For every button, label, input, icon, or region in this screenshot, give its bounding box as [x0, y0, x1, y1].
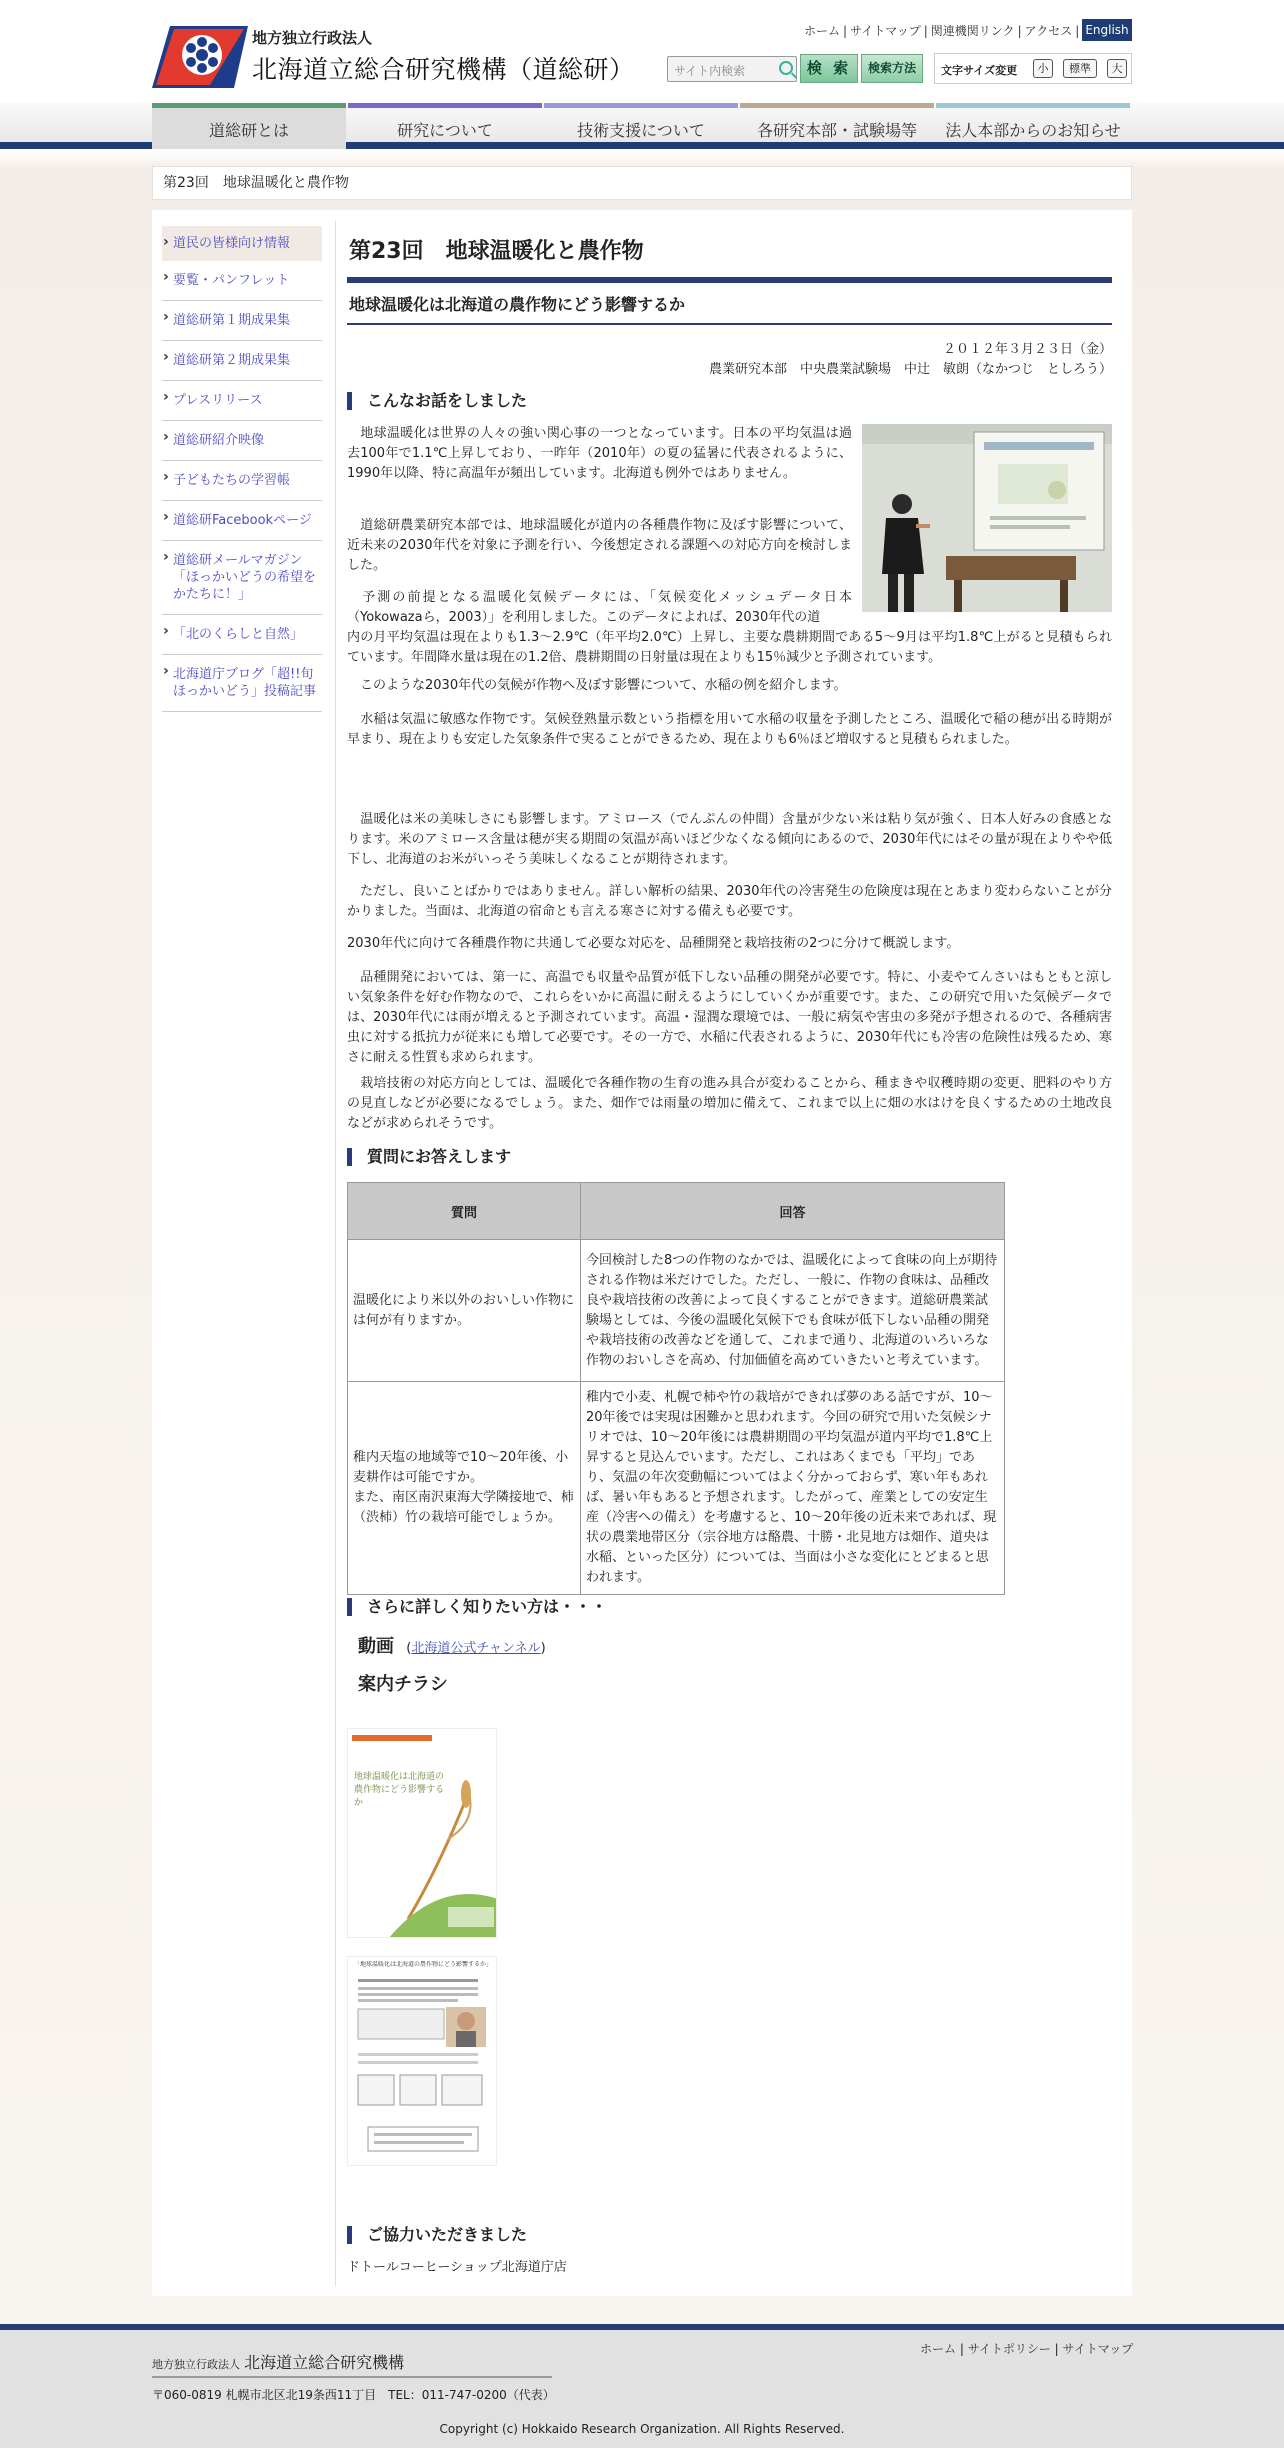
speaker: 農業研究本部 中央農業試験場 中辻 敏朗（なかつじ としろう）	[708, 362, 1112, 377]
section-heading-thanks: ご協力いただきました	[347, 2226, 527, 2244]
sidebar-item-results-1[interactable]: › 道総研第１期成果集	[162, 301, 322, 341]
qa-header-answer: 回答	[581, 1183, 1005, 1240]
qa-answer: 今回検討した8つの作物のなかでは、温暖化によって食味の向上が期待される作物は米だけでした。ただし、一般に、作物の食味は、品種改良や栽培技術の改善によって良くすることができます。道総研農業試験場としては、今後の温暖化気候下でも食味が低下しない品種の開発や栽培技術の改善などを通して、これまで通り、北海道のいろいろな作物のおいしさを高め、付加価値を高めていきたいと考えています。	[581, 1240, 1005, 1382]
sidebar-item-kita-no-kurashi[interactable]: › 「北のくらしと自然」	[162, 615, 322, 655]
cooperator: ドトールコーヒーショップ北海道庁店	[347, 2260, 567, 2275]
breadcrumb: 第23回 地球温暖化と農作物	[152, 166, 1132, 200]
flyer-2-title: 「地球温暖化は北海道の農作物にどう影響するか」	[354, 1961, 493, 1968]
sidebar-item-video[interactable]: › 道総研紹介映像	[162, 421, 322, 461]
sidebar-item-results-2[interactable]: › 道総研第２期成果集	[162, 341, 322, 381]
sidebar-item-blog[interactable]: › 北海道庁ブログ「超!!旬ほっかいどう」投稿記事	[162, 655, 322, 712]
paragraph-6: 温暖化は米の美味しさにも影響します。アミロース（でんぷんの仲間）含量が少ない米は粘り気が強く、日本人好みの食感となります。米のアミロース含量は穂が実る期間の気温が高いほど少なくなる傾向にあるので、2030年代にはその量が現在よりやや低下し、北海道のお米がいっそう美味しくなることが期待されます。	[347, 812, 1112, 867]
column-divider	[335, 220, 336, 2286]
font-size-switcher	[934, 53, 1132, 84]
qa-header-row	[348, 1183, 1005, 1240]
video-label: 動画	[358, 1636, 394, 1657]
flyer-thumbnail-2[interactable]	[347, 1956, 497, 2166]
footer-links: ホーム | サイトポリシー | サイトマップ	[920, 2342, 1134, 2356]
lecture-date: ２０１２年３月２３日（金）	[942, 342, 1112, 357]
qa-question: 稚内天塩の地域等で10～20年後、小麦耕作は可能ですか。 また、南区南沢東海大学隣接地で、柿（渋柿）竹の栽培可能でしょうか。	[348, 1382, 581, 1595]
site-logo[interactable]	[152, 26, 635, 88]
footer-link-sitemap[interactable]: サイトマップ	[1062, 2342, 1134, 2356]
footer-copyright: Copyright (c) Hokkaido Research Organization. All Rights Reserved.	[439, 2422, 845, 2436]
font-size-small-button[interactable]: 小	[1033, 59, 1053, 78]
table-row	[348, 1240, 1005, 1382]
site-footer	[0, 2324, 1284, 2448]
font-size-label: 文字サイズ変更	[941, 64, 1018, 77]
video-channel-link[interactable]: 北海道公式チャンネル	[411, 1641, 541, 1656]
paragraph-9: 品種開発においては、第一に、高温でも収量や品質が低下しない品種の開発が必要です。特に、小麦やてんさいはもともと涼しい気象条件を好む作物なので、これらをいかに高温に耐えるようにしていくかが重要です。また、この研究で用いた気候データでは、2030年代には雨が増えると予測されています。高温・湿潤な環境では、一般に病気や害虫の多発が予想されるので、各種病害虫に対する抵抗力が従来にも増して必要です。その一方で、水稲に代表されるように、2030年代にも冷害の危険性は残るため、寒さに耐える性質も求められます。	[347, 970, 1112, 1065]
section-heading-talk: こんなお話をしました	[347, 392, 527, 410]
logo-subtitle: 地方独立行政法人	[252, 29, 373, 47]
search-button[interactable]: 検 索	[800, 54, 858, 83]
search-placeholder: サイト内検索	[674, 64, 746, 78]
sidebar-item-mailmag[interactable]: › 道総研メールマガジン「ほっかいどうの希望をかたちに！」	[162, 541, 322, 615]
footer-link-home[interactable]: ホーム	[920, 2342, 957, 2356]
sidebar-item-citizens[interactable]: › 道民の皆様向け情報	[162, 226, 322, 261]
byline	[709, 340, 1112, 380]
paragraph-5: 水稲は気温に敏感な作物です。気候登熟量示数という指標を用いて水稲の収量を予測したところ、温暖化で稲の穂が出る時期が早まり、現在よりも安定した気象条件で実ることができるため、現在よりも6％ほど増収すると見積もられました。	[347, 712, 1112, 747]
sidebar-item-press[interactable]: › プレスリリース	[162, 381, 322, 421]
paragraph-10: 栽培技術の対応方向としては、温暖化で各種作物の生育の進み具合が変わることから、種まきや収穫時期の変更、肥料のやり方の見直しなどが必要になるでしょう。また、畑作では雨量の増加に備えて、これまで以上に畑の水はけを良くするための土地改良などが求められそうです。	[347, 1076, 1112, 1131]
qa-header-question: 質問	[348, 1183, 581, 1240]
flyer-2-image	[348, 1957, 497, 2166]
util-link-home[interactable]: ホーム	[804, 24, 841, 38]
font-size-normal-button[interactable]: 標準	[1063, 59, 1097, 78]
flyer-heading: 案内チラシ	[358, 1674, 448, 1695]
paragraph-1: 地球温暖化は世界の人々の強い関心事の一つとなっています。日本の平均気温は過去100年で1.1℃上昇しており、一昨年（2010年）の夏の猛暑に代表されるように、1990年以降、特に高温年が頻出しています。北海道も例外ではありません。	[347, 426, 852, 481]
sidebar-item-kids[interactable]: › 子どもたちの学習帳	[162, 461, 322, 501]
search-input[interactable]	[667, 56, 797, 82]
lecture-photo-image	[862, 424, 1112, 612]
qa-question: 温暖化により米以外のおいしい作物には何が有りますか。	[348, 1240, 581, 1382]
table-row	[348, 1382, 1005, 1595]
lecture-photo	[862, 424, 1112, 612]
nav-divisions[interactable]: 各研究本部・試験場等	[740, 103, 934, 149]
util-link-related[interactable]: 関連機関リンク	[930, 24, 1015, 38]
paragraph-8: 2030年代に向けて各種農作物に共通して必要な対応を、品種開発と栽培技術の2つに分けて概説します。	[347, 936, 960, 951]
paragraph-3b: 内の月平均気温は現在よりも1.3～2.9℃（年平均2.0℃）上昇し、主要な農耕期間である5～9月は平均1.8℃上がると見積もられています。年間降水量は現在の1.2倍、農耕期間の日射量は現在よりも15％減少と予測されています。	[347, 630, 1112, 665]
util-link-access[interactable]: アクセス	[1024, 24, 1073, 38]
article-subtitle: 地球温暖化は北海道の農作物にどう影響するか	[347, 292, 1112, 325]
qa-table	[347, 1182, 1005, 1595]
footer-address: 〒060-0819 札幌市北区北19条西11丁目 TEL：011-747-0200（代表）	[152, 2388, 555, 2402]
footer-org-name	[152, 2350, 552, 2378]
logo-title: 北海道立総合研究機構（道総研）	[252, 55, 635, 84]
flyer-thumbnail-1[interactable]	[347, 1728, 497, 1938]
footer-org-sub: 地方独立行政法人	[152, 2358, 240, 2371]
flyer-1-title: 地球温暖化は北海道の農作物にどう影響するか	[354, 1772, 445, 1808]
sidebar	[162, 226, 322, 712]
flyer-1-image	[348, 1729, 497, 1938]
footer-org-main: 北海道立総合研究機構	[244, 2353, 405, 2372]
search-method-button[interactable]: 検索方法	[861, 54, 923, 83]
paragraph-3a: 予測の前提となる温暖化気候データには、「気候変化メッシュデータ日本（Yokowazaら，2003）」を利用しました。このデータによれば、2030年代の道	[347, 590, 852, 625]
content-panel	[152, 210, 1132, 2296]
paragraph-2: 道総研農業研究本部では、地球温暖化が道内の各種農作物に及ぼす影響について、近未来の2030年代を対象に予測を行い、今後想定される課題への対応方向を検討しました。	[347, 518, 852, 573]
qa-answer: 稚内で小麦、札幌で柿や竹の栽培ができれば夢のある話ですが、10～20年後では実現は困難かと思われます。今回の研究で用いた気候シナリオでは、10～20年後には農耕期間の平均気温が道内平均で1.8℃上昇すると見込んでいます。ただし、これはあくまでも「平均」であり、気温の年次変動幅についてはよく分かっておらず、寒い年もあれば、暑い年もあると予想されます。したがって、産業としての安定生産（冷害への備え）を考慮すると、10～20年後の近未来であれば、現状の農業地帯区分（宗谷地方は酪農、十勝・北見地方は畑作、道央は水稲、といった区分）については、当面は小さな変化にとどまると思われます。	[581, 1382, 1005, 1595]
nav-research[interactable]: 研究について	[348, 103, 542, 149]
nav-tech-support[interactable]: 技術支援について	[544, 103, 738, 149]
font-size-large-button[interactable]: 大	[1107, 59, 1127, 78]
paragraph-4: このような2030年代の気候が作物へ及ぼす影響について、水稲の例を紹介します。	[347, 678, 847, 693]
utility-links: ホーム | サイトマップ | 関連機関リンク | アクセス |	[804, 24, 1080, 38]
english-button[interactable]: English	[1082, 19, 1132, 41]
logo-mark-icon	[152, 26, 248, 88]
nav-about[interactable]: 道総研とは	[152, 103, 346, 149]
nav-news[interactable]: 法人本部からのお知らせ	[936, 103, 1130, 149]
section-heading-more: さらに詳しく知りたい方は・・・	[347, 1598, 607, 1616]
footer-link-policy[interactable]: サイトポリシー	[967, 2342, 1051, 2356]
video-heading: 動画 (北海道公式チャンネル)	[358, 1636, 546, 1657]
page-title: 第23回 地球温暖化と農作物	[347, 234, 1112, 283]
section-heading-qa: 質問にお答えします	[347, 1148, 511, 1166]
util-link-sitemap[interactable]: サイトマップ	[850, 24, 921, 38]
sidebar-item-pamphlet[interactable]: › 要覧・パンフレット	[162, 261, 322, 301]
paragraph-7: ただし、良いことばかりではありません。詳しい解析の結果、2030年代の冷害発生の危険度は現在とあまり変わらないことが分かりました。当面は、北海道の宿命とも言える寒さに対する備えも必要です。	[347, 884, 1112, 919]
global-nav	[0, 103, 1284, 149]
sidebar-item-facebook[interactable]: › 道総研Facebookページ	[162, 501, 322, 541]
search-icon	[779, 61, 793, 75]
site-header	[0, 0, 1284, 100]
